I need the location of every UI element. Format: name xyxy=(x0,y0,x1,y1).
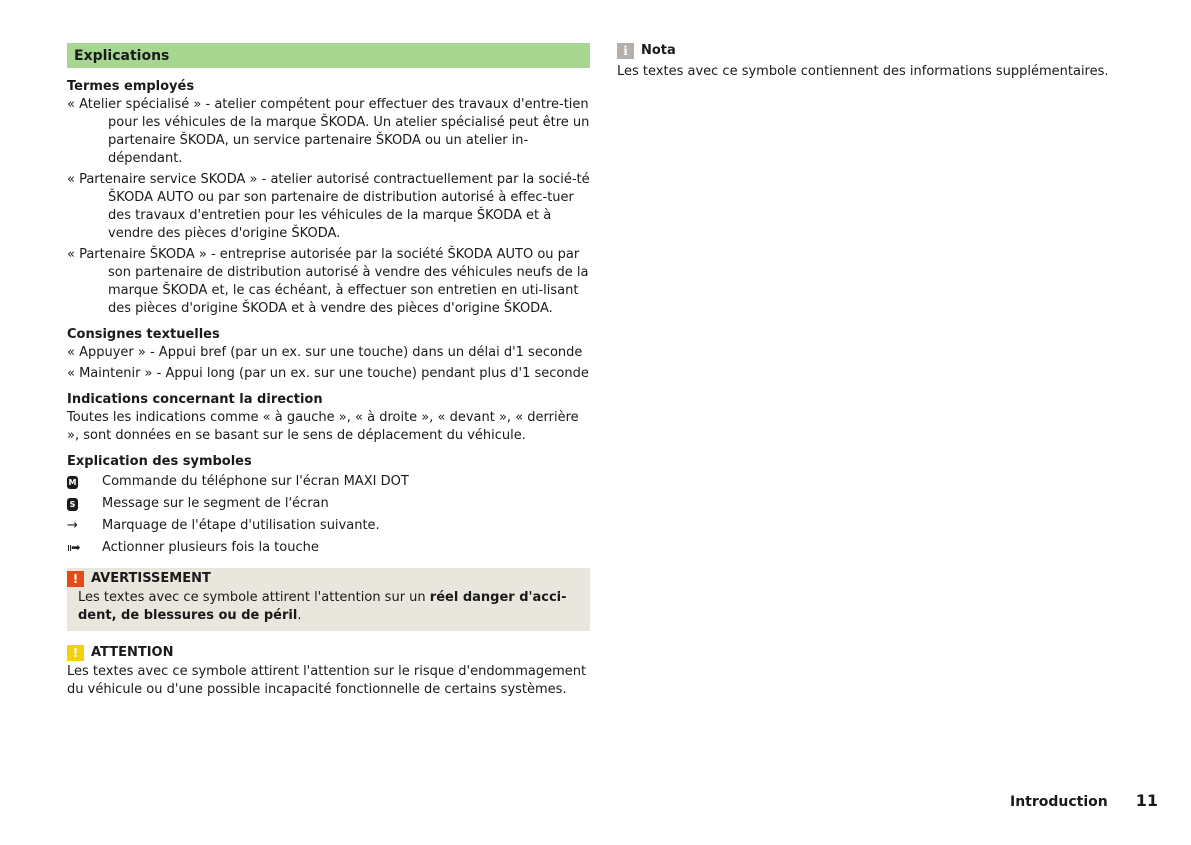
warning-icon: ! xyxy=(67,571,84,587)
symbol-description: Message sur le segment de l'écran xyxy=(102,496,329,511)
symbol-description: Commande du téléphone sur l'écran MAXI DOT xyxy=(102,474,409,489)
direction-text: Toutes les indications comme « à gauche », « à droite », « devant », « derrière », sont données en se basant sur le sens de déplacement du véhicule. xyxy=(67,410,579,443)
nota-text: Les textes avec ce symbole contiennent des informations supplémentaires. xyxy=(617,64,1109,79)
info-icon: i xyxy=(617,43,634,59)
left-column xyxy=(67,43,590,699)
consigne-maintenir: « Maintenir » - Appui long (par un ex. sur une touche) pendant plus d'1 seconde xyxy=(67,366,589,381)
direction-heading: Indications concernant la direction xyxy=(67,392,323,407)
consignes-heading: Consignes textuelles xyxy=(67,327,220,342)
repeat-press-icon: ıı➡ xyxy=(67,541,80,554)
symboles-heading: Explication des symboles xyxy=(67,454,252,469)
chapter-name: Introduction xyxy=(1010,794,1108,810)
term-partenaire-skoda: « Partenaire ŠKODA » - entreprise autorisée par la société ŠKODA AUTO ou par son partenaire de distribution autorisé à vendre des véhicules neufs de la marque ŠKODA et, le cas échéant, à effectuer son entretien en uti-lisant des pièces d'origine ŠKODA et à vendre des pièces d'origine ŠKODA. xyxy=(67,247,589,316)
termes-heading: Termes employés xyxy=(67,79,195,94)
symbol-row xyxy=(67,537,590,559)
page-footer xyxy=(1010,791,1158,812)
consigne-appuyer: « Appuyer » - Appui bref (par un ex. sur une touche) dans un délai d'1 seconde xyxy=(67,345,583,360)
attention-text: Les textes avec ce symbole attirent l'attention sur le risque d'endommagement du véhicule ou d'une possible incapacité fonctionnelle de certains systèmes. xyxy=(67,664,587,697)
attention-icon: ! xyxy=(67,645,84,661)
symbol-row xyxy=(67,471,590,493)
attention-title: ATTENTION xyxy=(91,645,174,660)
section-title: Explications xyxy=(74,48,170,64)
warning-title: AVERTISSEMENT xyxy=(91,571,211,586)
warning-box xyxy=(67,568,590,631)
symbol-row xyxy=(67,515,590,537)
maxi-dot-icon: M xyxy=(68,477,77,487)
page-number: 11 xyxy=(1135,791,1159,810)
symbol-description: Marquage de l'étape d'utilisation suivante. xyxy=(102,518,380,533)
warning-text: Les textes avec ce symbole attirent l'attention sur un réel danger d'acci-dent, de blessures ou de péril. xyxy=(78,590,567,623)
section-title-bar xyxy=(67,43,590,68)
term-partenaire-service: « Partenaire service SKODA » - atelier autorisé contractuellement par la socié-té ŠKODA AUTO ou par son partenaire de distribution autorisé à effec-tuer des travaux d'entretien pour les véhicules de la marque ŠKODA et à vendre des pièces d'origine ŠKODA. xyxy=(67,172,590,241)
term-atelier: « Atelier spécialisé » - atelier compétent pour effectuer des travaux d'entre-tien pour les véhicules de la marque ŠKODA. Un atelier spécialisé peut être un partenaire ŠKODA, un service partenaire ŠKODA ou un atelier in-dépendant. xyxy=(67,97,590,166)
nota-header xyxy=(617,42,1137,60)
attention-block xyxy=(67,643,590,699)
right-column xyxy=(617,42,1137,81)
symbol-row xyxy=(67,493,590,515)
symbol-description: Actionner plusieurs fois la touche xyxy=(102,540,319,555)
attention-header xyxy=(67,643,590,663)
segment-display-icon: S xyxy=(67,498,78,511)
warning-header xyxy=(67,569,579,589)
arrow-right-icon: → xyxy=(67,518,78,533)
nota-title: Nota xyxy=(641,43,676,58)
